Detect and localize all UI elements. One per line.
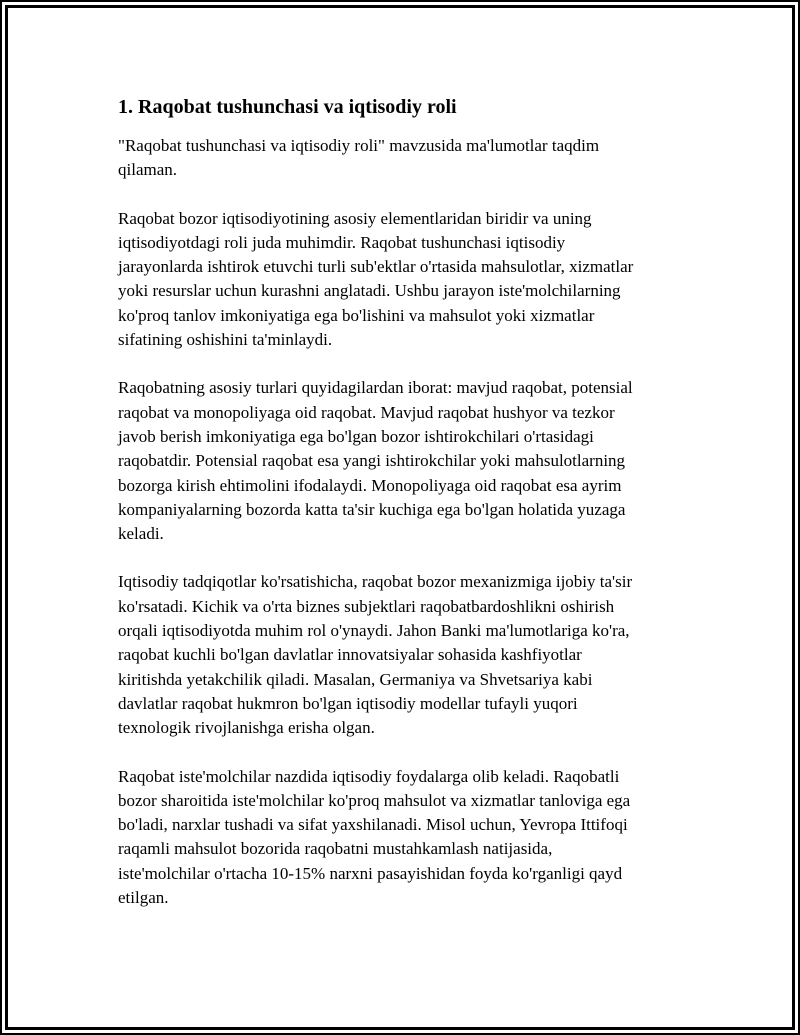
paragraph-line: Raqobat iste'molchilar nazdida iqtisodiy foydalarga olib keladi. Raqobatli [118, 766, 620, 786]
section-heading: 1. Raqobat tushunchasi va iqtisodiy roli [118, 96, 457, 118]
paragraph-line: bozor sharoitida iste'molchilar ko'proq mahsulot va xizmatlar tanloviga ega [118, 790, 631, 810]
paragraph-4 [118, 570, 718, 740]
document-body [118, 94, 718, 910]
paragraph-line: Raqobat bozor iqtisodiyotining asosiy elementlaridan biridir va uning [118, 208, 592, 228]
paragraph-3 [118, 376, 718, 546]
paragraph-line: sifatining oshishini ta'minlaydi. [118, 330, 333, 350]
paragraph-line: jarayonlarda ishtirok etuvchi turli sub'ektlar o'rtasida mahsulotlar, xizmatlar [118, 257, 634, 277]
paragraph-line: raqobatdir. Potensial raqobat esa yangi ishtirokchilar yoki mahsulotlarning [118, 451, 626, 471]
paragraph-line: texnologik rivojlanishga erisha olgan. [118, 718, 375, 738]
paragraph-line: bozorga kirish ehtimolini ifodalaydi. Monopoliyaga oid raqobat esa ayrim [118, 475, 622, 495]
paragraph-line: yoki resurslar uchun kurashni anglatadi. Ushbu jarayon iste'molchilarning [118, 281, 621, 301]
paragraph-line: raqobat va monopoliyaga oid raqobat. Mavjud raqobat hushyor va tezkor [118, 402, 615, 422]
paragraph-line: qilaman. [118, 160, 178, 180]
paragraph-5 [118, 765, 718, 911]
paragraph-line: ko'rsatadi. Kichik va o'rta biznes subjektlari raqobatbardoshlikni oshirish [118, 596, 615, 616]
paragraph-line: kompaniyalarning bozorda katta ta'sir kuchiga ega bo'lgan holatida yuzaga [118, 499, 626, 519]
paragraph-line: etilgan. [118, 888, 169, 908]
paragraph-line: iste'molchilar o'rtacha 10-15% narxni pasayishidan foyda ko'rganligi qayd [118, 863, 623, 883]
paragraph-line: iqtisodiyotdagi roli juda muhimdir. Raqobat tushunchasi iqtisodiy [118, 232, 566, 252]
paragraph-line: Iqtisodiy tadqiqotlar ko'rsatishicha, raqobat bozor mexanizmiga ijobiy ta'sir [118, 572, 633, 592]
paragraph-line: ko'proq tanlov imkoniyatiga ega bo'lishini va mahsulot yoki xizmatlar [118, 305, 595, 325]
paragraph-line: kiritishda yetakchilik qiladi. Masalan, Germaniya va Shvetsariya kabi [118, 669, 593, 689]
paragraph-line: bo'ladi, narxlar tushadi va sifat yaxshilanadi. Misol uchun, Yevropa Ittifoqi [118, 815, 628, 835]
paragraph-line: Raqobatning asosiy turlari quyidagilardan iborat: mavjud raqobat, potensial [118, 378, 633, 398]
paragraph-line: raqobat kuchli bo'lgan davlatlar innovatsiyalar sohasida kashfiyotlar [118, 645, 582, 665]
paragraph-2 [118, 207, 718, 353]
paragraph-line: raqamli mahsulot bozorida raqobatni mustahkamlash natijasida, [118, 839, 553, 859]
paragraph-line: orqali iqtisodiyotda muhim rol o'ynaydi. Jahon Banki ma'lumotlariga ko'ra, [118, 621, 630, 641]
paragraph-line: keladi. [118, 524, 164, 544]
paragraph-line: davlatlar raqobat hukmron bo'lgan iqtisodiy modellar tufayli yuqori [118, 693, 578, 713]
paragraph-line: "Raqobat tushunchasi va iqtisodiy roli" mavzusida ma'lumotlar taqdim [118, 136, 600, 155]
paragraph-1 [118, 134, 718, 183]
paragraph-line: javob berish imkoniyatiga ega bo'lgan bozor ishtirokchilari o'rtasidagi [118, 426, 594, 446]
